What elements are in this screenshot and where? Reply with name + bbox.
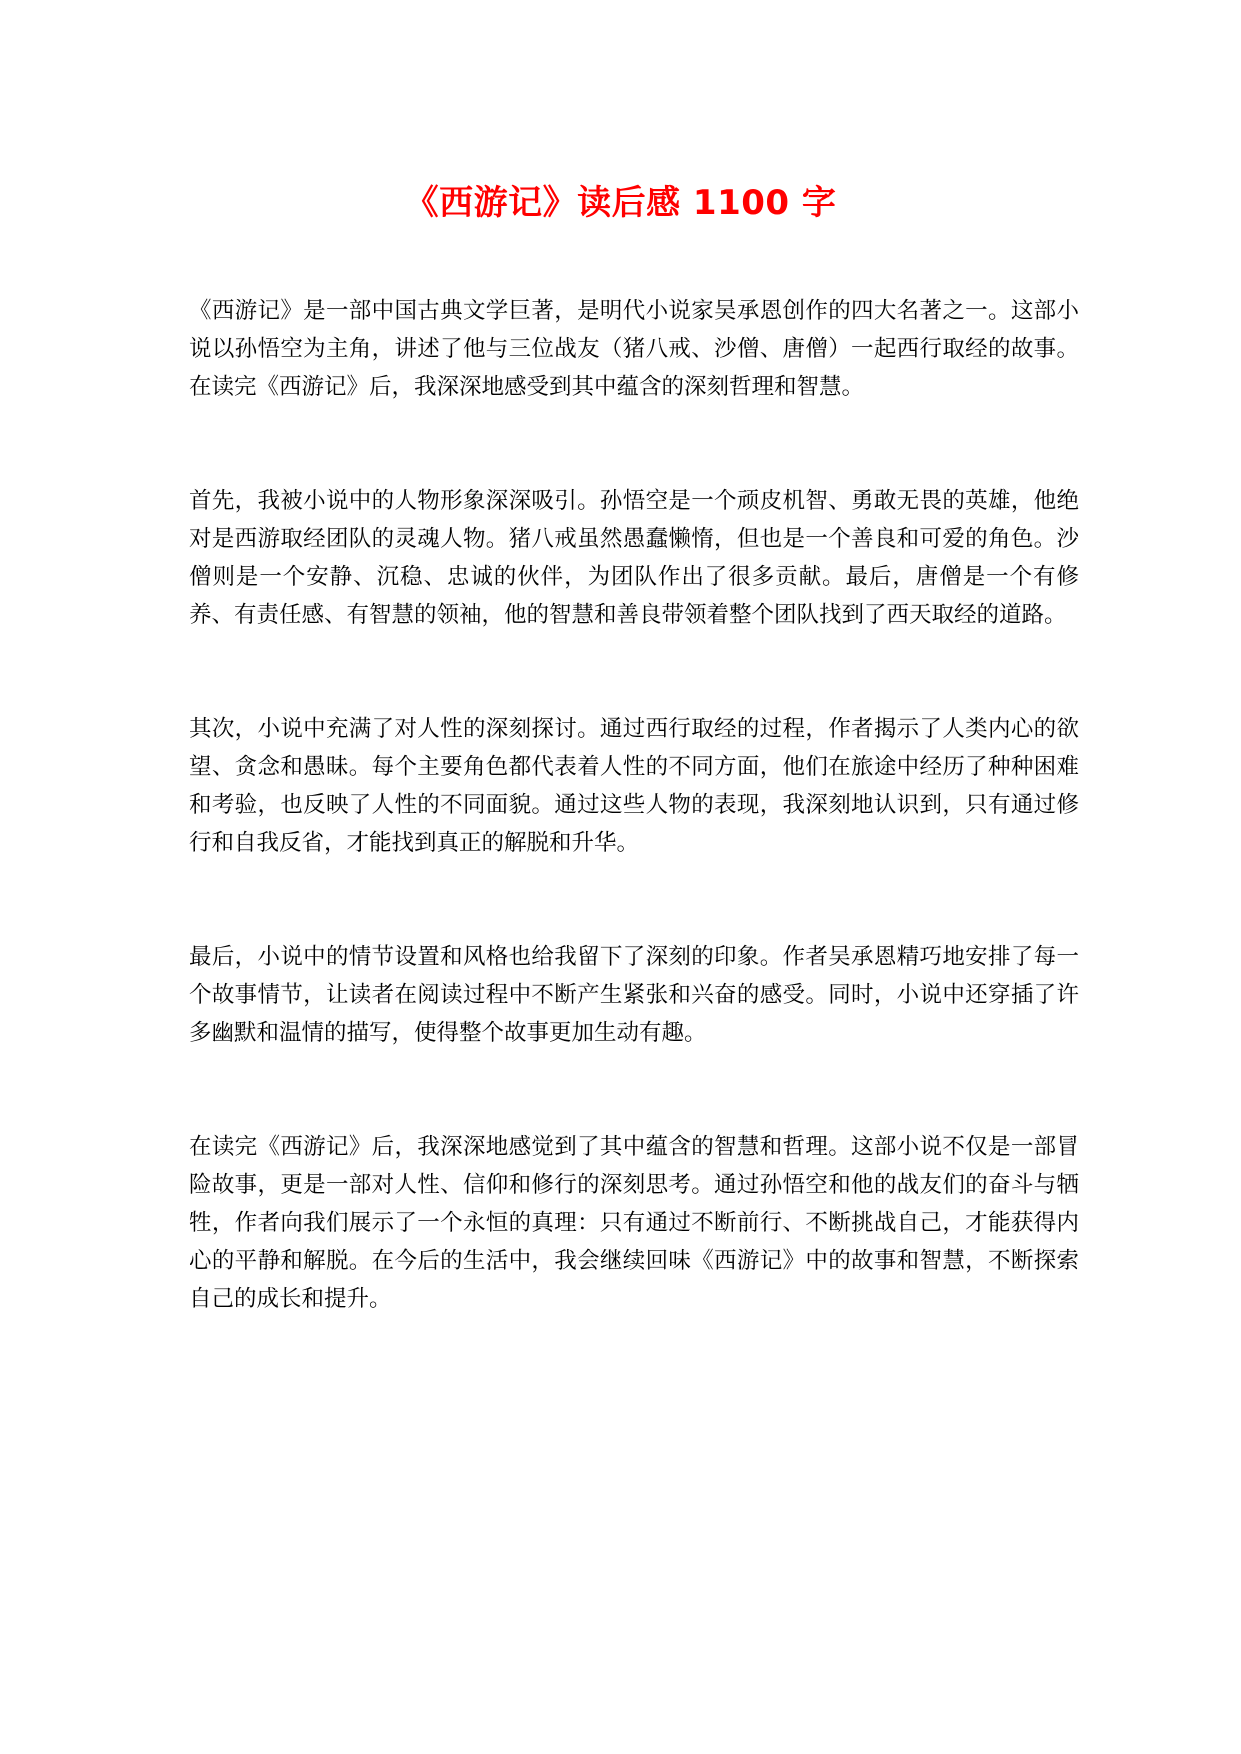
document-title: 《西游记》读后感 1100 字 <box>404 183 837 223</box>
document-body <box>189 292 1079 1318</box>
paragraph-2: 首先，我被小说中的人物形象深深吸引。孙悟空是一个顽皮机智、勇敢无畏的英雄，他绝对是西游取经团队的灵魂人物。猪八戒虽然愚蠢懒惰，但也是一个善良和可爱的角色。沙僧则是一个安静、沉稳、忠诚的伙伴，为团队作出了很多贡献。最后，唐僧是一个有修养、有责任感、有智慧的领袖，他的智慧和善良带领着整个团队找到了西天取经的道路。 <box>189 488 1079 628</box>
paragraph-4: 最后，小说中的情节设置和风格也给我留下了深刻的印象。作者吴承恩精巧地安排了每一个故事情节，让读者在阅读过程中不断产生紧张和兴奋的感受。同时，小说中还穿插了许多幽默和温情的描写，使得整个故事更加生动有趣。 <box>189 944 1079 1046</box>
paragraph-3: 其次，小说中充满了对人性的深刻探讨。通过西行取经的过程，作者揭示了人类内心的欲望、贪念和愚昧。每个主要角色都代表着人性的不同方面，他们在旅途中经历了种种困难和考验，也反映了人性的不同面貌。通过这些人物的表现，我深刻地认识到，只有通过修行和自我反省，才能找到真正的解脱和升华。 <box>189 716 1079 856</box>
paragraph-5: 在读完《西游记》后，我深深地感觉到了其中蕴含的智慧和哲理。这部小说不仅是一部冒险故事，更是一部对人性、信仰和修行的深刻思考。通过孙悟空和他的战友们的奋斗与牺牲，作者向我们展示了一个永恒的真理：只有通过不断前行、不断挑战自己，才能获得内心的平静和解脱。在今后的生活中，我会继续回味《西游记》中的故事和智慧，不断探索自己的成长和提升。 <box>189 1134 1079 1312</box>
paragraph-1: 《西游记》是一部中国古典文学巨著，是明代小说家吴承恩创作的四大名著之一。这部小说以孙悟空为主角，讲述了他与三位战友（猪八戒、沙僧、唐僧）一起西行取经的故事。在读完《西游记》后，我深深地感受到其中蕴含的深刻哲理和智慧。 <box>189 298 1079 400</box>
